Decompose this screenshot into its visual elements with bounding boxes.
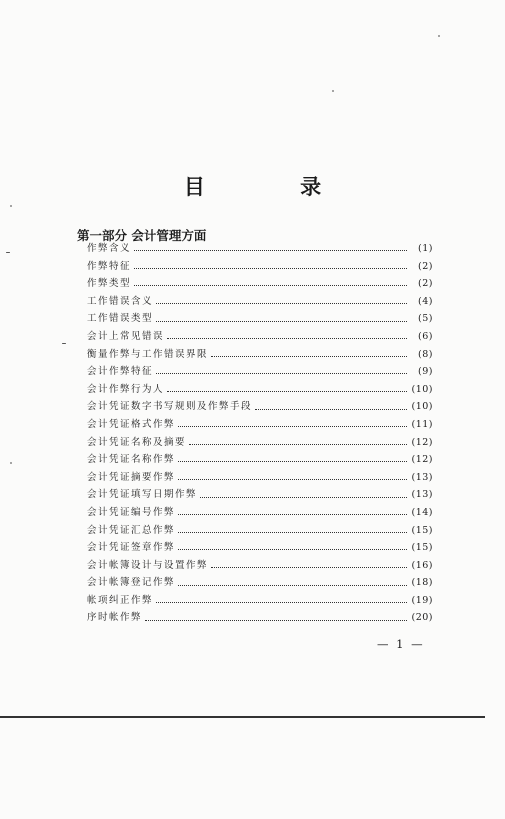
dot-leader — [156, 302, 407, 304]
toc-entry — [87, 293, 433, 311]
toc-entry — [87, 363, 433, 381]
toc-entry — [87, 469, 433, 487]
scan-speck — [6, 252, 10, 253]
toc-entry-page: (10) — [411, 401, 433, 413]
toc-entry-title: 会计凭证编号作弊 — [87, 506, 176, 518]
toc-entry — [87, 416, 433, 434]
toc-entry-page: (13) — [411, 471, 433, 483]
dot-leader — [167, 337, 407, 339]
toc-entry — [87, 539, 433, 557]
toc-entry-page: (15) — [411, 542, 433, 554]
dot-leader — [145, 619, 407, 621]
dot-leader — [189, 443, 407, 445]
toc-entry-title: 会计作弊特征 — [87, 366, 154, 378]
section-heading: 第一部分 会计管理方面 — [77, 228, 207, 243]
dot-leader — [200, 496, 407, 498]
toc-entry-title: 工作错误类型 — [87, 313, 154, 325]
scan-speck — [438, 35, 440, 37]
dot-leader — [211, 566, 407, 568]
dot-leader — [178, 513, 407, 515]
toc-entry-title: 作弊类型 — [87, 278, 132, 290]
toc-entry-title: 衡量作弊与工作错误界限 — [87, 348, 209, 360]
toc-entry-page: (10) — [411, 383, 433, 395]
toc-entry-title: 会计凭证汇总作弊 — [87, 524, 176, 536]
toc-entry-title: 会计凭证格式作弊 — [87, 418, 176, 430]
toc-entry — [87, 486, 433, 504]
bottom-rule — [0, 716, 485, 718]
dot-leader — [134, 249, 407, 251]
toc-entry — [87, 557, 433, 575]
scan-speck — [10, 462, 12, 464]
toc-entry-title: 工作错误含义 — [87, 295, 154, 307]
toc-entry — [87, 258, 433, 276]
toc-entry-title: 会计帐簿登记作弊 — [87, 577, 176, 589]
dot-leader — [178, 531, 407, 533]
dot-leader — [178, 460, 407, 462]
toc-entry-page: (15) — [411, 524, 433, 536]
toc-entry-title: 会计凭证填写日期作弊 — [87, 489, 198, 501]
toc-entry-title: 作弊含义 — [87, 243, 132, 254]
toc-entry-page: (18) — [411, 577, 433, 589]
toc-entry-title: 会计凭证名称作弊 — [87, 454, 176, 466]
toc-entry-title: 会计作弊行为人 — [87, 383, 165, 395]
scan-speck — [332, 90, 334, 92]
toc-entry-page: (2) — [418, 260, 433, 272]
toc-entry-title: 会计凭证签章作弊 — [87, 542, 176, 554]
toc-entry-title: 作弊特征 — [87, 260, 132, 272]
page-number: — 1 — — [377, 637, 425, 651]
toc-entry-page: (5) — [418, 313, 433, 325]
toc-entry — [87, 346, 433, 364]
toc-entry-page: (12) — [411, 454, 433, 466]
toc-entry — [87, 609, 433, 627]
dot-leader — [156, 320, 407, 322]
toc-entry — [87, 592, 433, 610]
toc-entry-page: (12) — [411, 436, 433, 448]
toc-entry-page: (9) — [418, 366, 433, 378]
toc-entry — [87, 398, 433, 416]
dot-leader — [178, 584, 407, 586]
toc-entry-page: (6) — [418, 330, 433, 342]
toc-entry-page: (2) — [418, 278, 433, 290]
dot-leader — [167, 390, 407, 392]
dot-leader — [156, 601, 407, 603]
toc-entry-page: (20) — [411, 612, 433, 624]
toc-entry-title: 序时帐作弊 — [87, 612, 143, 624]
dot-leader — [134, 267, 407, 269]
page-title: 目 录 — [183, 175, 366, 199]
toc-entry-page: (19) — [411, 594, 433, 606]
toc-list — [87, 240, 433, 627]
toc-entry-title: 会计帐簿设计与设置作弊 — [87, 559, 209, 571]
toc-entry — [87, 434, 433, 452]
toc-entry-title: 会计凭证名称及摘要 — [87, 436, 187, 448]
toc-entry-page: (4) — [418, 295, 433, 307]
toc-entry-page: (16) — [411, 559, 433, 571]
dot-leader — [178, 478, 407, 480]
toc-entry-page: (13) — [411, 489, 433, 501]
toc-entry-page: (11) — [411, 418, 433, 430]
toc-entry — [87, 381, 433, 399]
dot-leader — [211, 355, 407, 357]
toc-entry — [87, 522, 433, 540]
toc-entry-title: 会计凭证数字书写规则及作弊手段 — [87, 401, 253, 413]
toc-entry — [87, 451, 433, 469]
scan-speck — [10, 205, 12, 207]
toc-entry — [87, 504, 433, 522]
toc-entry — [87, 275, 433, 293]
toc-entry-page: (14) — [411, 506, 433, 518]
toc-entry — [87, 574, 433, 592]
dot-leader — [134, 284, 407, 286]
dot-leader — [156, 372, 407, 374]
scan-speck — [62, 343, 66, 344]
toc-entry — [87, 240, 433, 258]
toc-entry-page: (8) — [418, 348, 433, 360]
dot-leader — [178, 425, 407, 427]
toc-entry-title: 帐项纠正作弊 — [87, 594, 154, 606]
dot-leader — [255, 408, 407, 410]
dot-leader — [178, 548, 407, 550]
toc-entry — [87, 310, 433, 328]
toc-entry-title: 会计凭证摘要作弊 — [87, 471, 176, 483]
toc-entry — [87, 328, 433, 346]
toc-entry-page: (1) — [418, 243, 433, 254]
toc-entry-title: 会计上常见错误 — [87, 330, 165, 342]
